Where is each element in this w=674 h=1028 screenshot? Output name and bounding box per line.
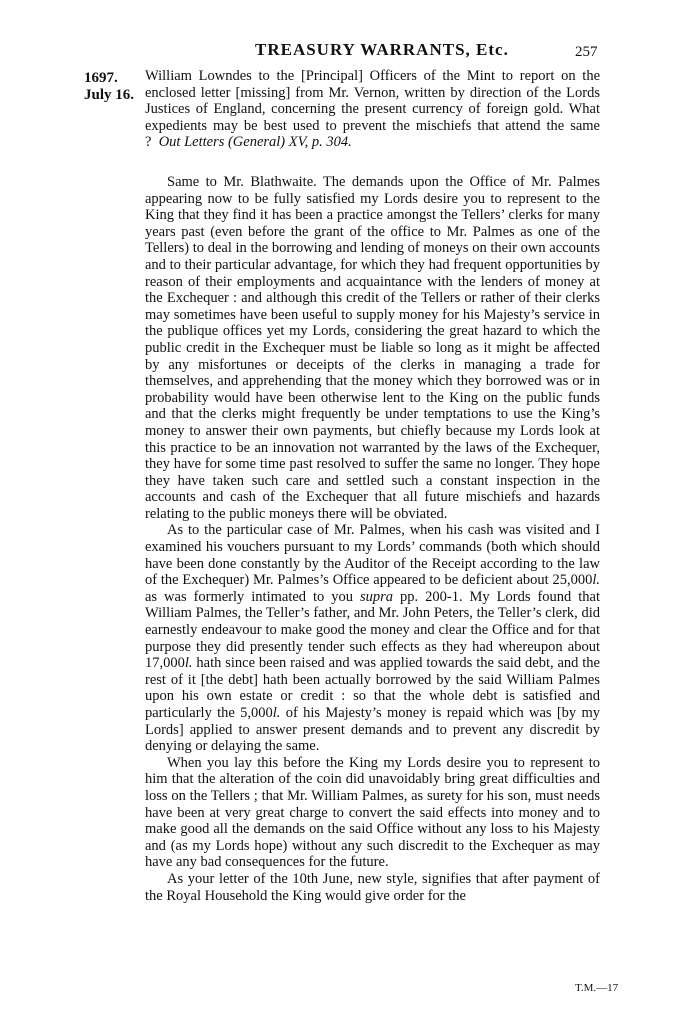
pound-sign-1: l. xyxy=(592,572,600,589)
paragraph-4: As your letter of the 10th June, new style, signifies that after payment of the Royal Household the King would give order for the xyxy=(145,870,600,904)
pound-sign-3: l. xyxy=(272,705,281,721)
watermark-left xyxy=(40,284,109,335)
paragraph-1: Same to Mr. Blathwaite. The demands upon the Office of Mr. Palmes appearing now to be fully satisfied my Lords desire you to represent to the King that they find it has been a practice amongst the Tellers’ clerks for many years past (even before the grant of the office to Mr. Palmes as one of the Tellers) to deal in the borrowing and lending of moneys on their own accounts and to their particular advantage, for which they had frequent opportunities by reason of their employments and acquaintance with the lenders of money at the Exchequer : and although this credit of the Tellers or rather of their clerks may sometimes have been useful to supply money for his Majesty’s service in the publique offices yet my Lords, considering the great hazard to which the public credit in the Exchequer must be liable so long as it might be affected by any misfortunes or deceipts of the clerks in managing a trade for themselves, and apprehending that the money which they borrowed was or in probability would have been otherwise lent to the King on the public funds and that the clerks might frequently be under temptations to use the King’s money to answer their own payments, but chiefly because my Lords look at this practice to be an innovation not warranted by the laws of the Exchequer, they have for some time past resolved to suffer the same no longer. They hope they have taken such care and settled such a constant inspection in the accounts and cash of the Exchequer that all future mischiefs and hazards relating to the public moneys there will be obviated. xyxy=(145,174,600,522)
paragraph-2-part-c: pp. 200-1. My Lords found that William Palmes, the Teller’s father, and Mr. John Peters, the Teller’s clerk, did earnestly endeavour to make good the money and clear the Office and for that purpose they did presently tender such effects as they had whereupon about 17,000 xyxy=(145,588,601,672)
margin-day: July 16. xyxy=(84,87,135,103)
pound-sign-2: l. xyxy=(184,655,193,672)
paragraph-2-part-d: hath since been raised and was applied towards the said debt, and the rest of it [the debt] hath been actually borrowed by the said William Palmes upon his own estate or credit : so that the whole debt is satisfied and particularly the 5,000 xyxy=(145,655,600,721)
paragraph-2-part-b: as was formerly intimated to you xyxy=(145,588,360,605)
paragraph-3: When you lay this before the King my Lords desire you to represent to him that the alteration of the coin did unavoidably bring great difficulties and loss on the Tellers ; that Mr. William Palmes, as surety for his son, must needs have been at very great charge to convert the said effects into money and to make good all the demands on the said Office without any loss to his Majesty and (as my Lords hope) without any such discredit to the Exchequer as may have any bad consequences for the future. xyxy=(145,754,600,871)
signature-mark: T.M.—17 xyxy=(575,982,619,994)
paragraph-2-part-e: of his Majesty’s money is repaid which was [by my Lords] applied to answer present demands and to prevent any discredit by denying or delaying the same. xyxy=(145,705,600,755)
entry-blathwaite xyxy=(145,174,600,904)
page-number: 257 xyxy=(575,44,598,60)
supra-word: supra xyxy=(360,588,394,605)
entry-lowndes xyxy=(145,68,600,151)
page-header xyxy=(0,40,674,64)
entry-lowndes-body: William Lowndes to the [Principal] Officers of the Mint to report on the enclosed letter [missing] from Mr. Vernon, written by direction of the Lords Justices of England, concerning the present currency of foreign gold. What expedients may be best used to prevent the mischiefs that attend the same ? xyxy=(145,68,600,151)
margin-year: 1697. xyxy=(84,70,118,86)
running-title: TREASURY WARRANTS, Etc. xyxy=(255,40,509,59)
paragraph-2-part-a: As to the particular case of Mr. Palmes, when his cash was visited and I examined his vouchers pursuant to my Lords’ commands (both which should have been done constantly by the Auditor of the Receipt according to the law of the Exchequer) Mr. Palmes’s Office appeared to be deficient about 25,000 xyxy=(145,522,600,589)
entry-lowndes-reference: Out Letters (General) XV, p. 304. xyxy=(158,134,352,151)
entry-lowndes-text xyxy=(145,68,600,151)
margin-date xyxy=(84,70,144,104)
paragraph-2 xyxy=(145,522,600,754)
